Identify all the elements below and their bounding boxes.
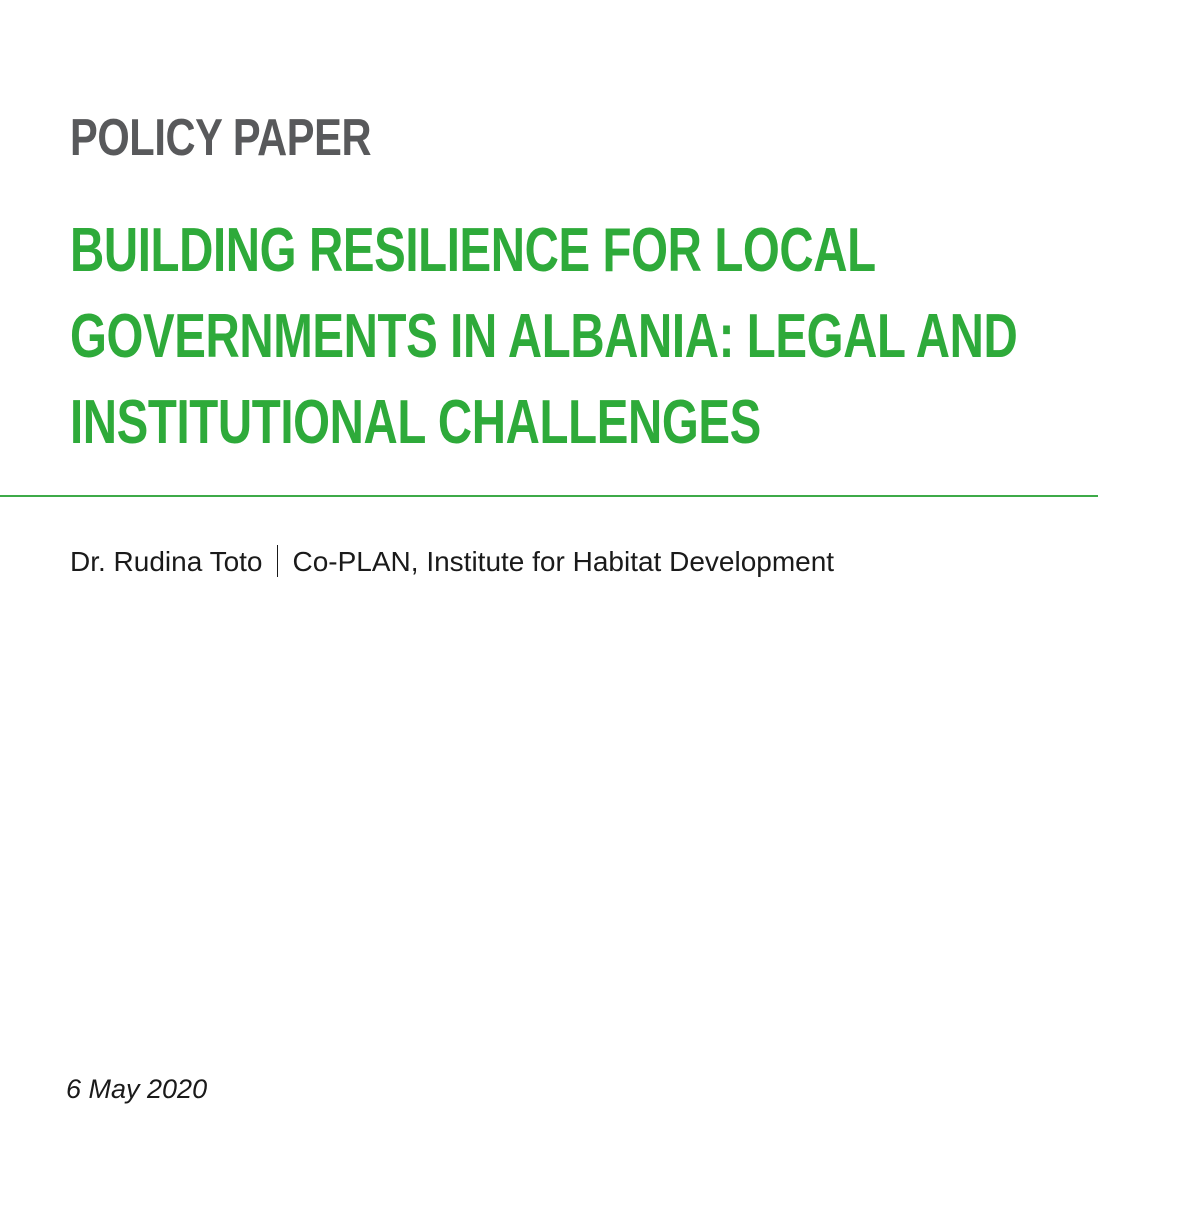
author-organization: Co-PLAN, Institute for Habitat Development — [292, 546, 835, 577]
author-name: Dr. Rudina Toto — [70, 546, 263, 577]
document-kicker: POLICY PAPER — [70, 109, 372, 167]
title-line: BUILDING RESILIENCE FOR LOCAL — [70, 216, 876, 285]
document-title — [70, 208, 1017, 466]
byline-separator — [277, 545, 278, 577]
byline — [70, 542, 834, 582]
publication-date: 6 May 2020 — [66, 1074, 208, 1104]
title-line: INSTITUTIONAL CHALLENGES — [70, 388, 761, 457]
title-line: GOVERNMENTS IN ALBANIA: LEGAL AND — [70, 302, 1018, 371]
title-divider — [0, 495, 1098, 497]
